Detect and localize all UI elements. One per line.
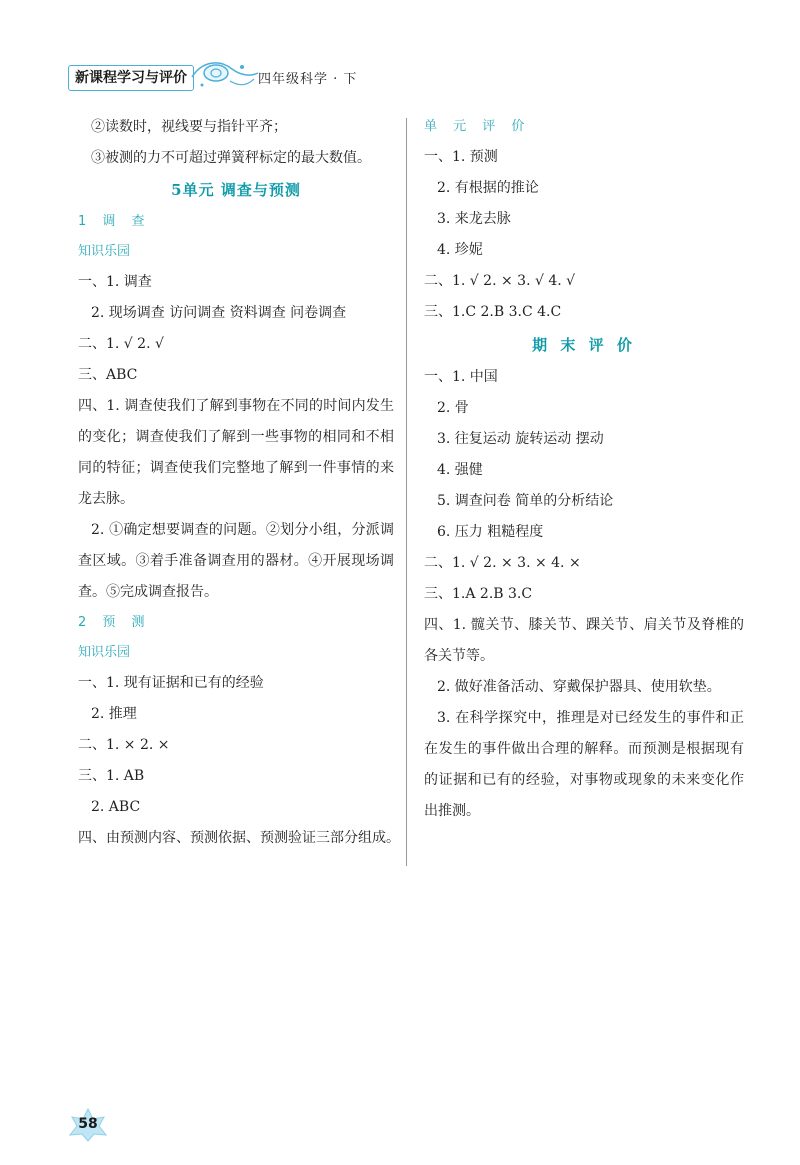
answer-line: 2. 推理: [91, 706, 137, 722]
subject-label: 四年级科学 · 下: [258, 72, 358, 87]
answer-line: ③被测的力不可超过弹簧秤标定的最大数值。: [91, 150, 371, 166]
answer-line: 二、1. √ 2. × 3. × 4. ×: [424, 555, 581, 571]
page-header: [64, 55, 764, 95]
answer-paragraph: 3. 在科学探究中，推理是对已经发生的事件和正在发生的事件做出合理的解释。而预测是根据现有的证据和已有的经验，对事物或现象的未来变化作出推测。: [424, 710, 744, 819]
answer-line: 4. 珍妮: [437, 242, 483, 258]
answer-line: 3. 往复运动 旋转运动 摆动: [437, 431, 604, 447]
answer-line: 四、由预测内容、预测依据、预测验证三部分组成。: [78, 830, 400, 846]
answer-line: 二、1. √ 2. × 3. √ 4. √: [424, 273, 576, 289]
answer-line: 二、1. × 2. ×: [78, 737, 170, 753]
brand-title: 新课程学习与评价: [68, 65, 194, 91]
answer-paragraph: 四、1. 髋关节、膝关节、踝关节、肩关节及脊椎的各关节等。: [424, 617, 744, 664]
answer-line: ②读数时，视线要与指针平齐；: [91, 119, 287, 135]
answer-line: 三、1. AB: [78, 768, 145, 784]
answer-paragraph: 四、1. 调查使我们了解到事物在不同的时间内发生的变化；调查使我们了解到一些事物的相同和不相同的特征；调查使我们完整地了解到一件事情的来龙去脉。: [78, 398, 394, 507]
answer-line: 一、1. 现有证据和已有的经验: [78, 675, 264, 691]
answer-line: 2. 有根据的推论: [437, 180, 539, 196]
left-column: [78, 112, 400, 854]
answer-paragraph: 2. ①确定想要调查的问题。②划分小组，分派调查区域。③着手准备调查用的器材。④开展现场调查。⑤完成调查报告。: [78, 522, 394, 600]
answer-line: 一、1. 预测: [424, 149, 498, 165]
answer-line: 5. 调查问卷 简单的分析结论: [437, 493, 614, 509]
answer-line: 6. 压力 粗糙程度: [437, 524, 544, 540]
answer-paragraph: 2. 做好准备活动、穿戴保护器具、使用软垫。: [437, 679, 721, 695]
unit-evaluation-title: 单 元 评 价: [424, 119, 531, 134]
section-title-survey: 1 调 查: [78, 214, 151, 229]
subsection-title: 知识乐园: [78, 645, 131, 660]
answer-line: 一、1. 中国: [424, 369, 498, 385]
answer-line: 三、1.C 2.B 3.C 4.C: [424, 304, 562, 320]
answer-line: 4. 强健: [437, 462, 483, 478]
answer-line: 2. 骨: [437, 400, 469, 416]
subsection-title: 知识乐园: [78, 244, 131, 259]
column-divider: [406, 118, 407, 866]
page-number-badge: [66, 1108, 110, 1142]
final-evaluation-title: 期 末 评 价: [532, 336, 636, 354]
answer-line: 二、1. √ 2. √: [78, 336, 164, 352]
answer-line: 一、1. 调查: [78, 274, 152, 290]
answer-line: 3. 来龙去脉: [437, 211, 511, 227]
page-number: 58: [78, 1116, 98, 1132]
brand-decoration-icon: [190, 55, 260, 95]
answer-line: 三、1.A 2.B 3.C: [424, 586, 533, 602]
answer-line: 2. ABC: [91, 799, 141, 815]
unit-title: 5单元 调查与预测: [171, 181, 301, 199]
answer-line: 2. 现场调查 访问调查 资料调查 问卷调查: [91, 305, 347, 321]
right-column: [424, 112, 744, 827]
section-title-prediction: 2 预 测: [78, 615, 151, 630]
answer-line: 三、ABC: [78, 367, 138, 383]
